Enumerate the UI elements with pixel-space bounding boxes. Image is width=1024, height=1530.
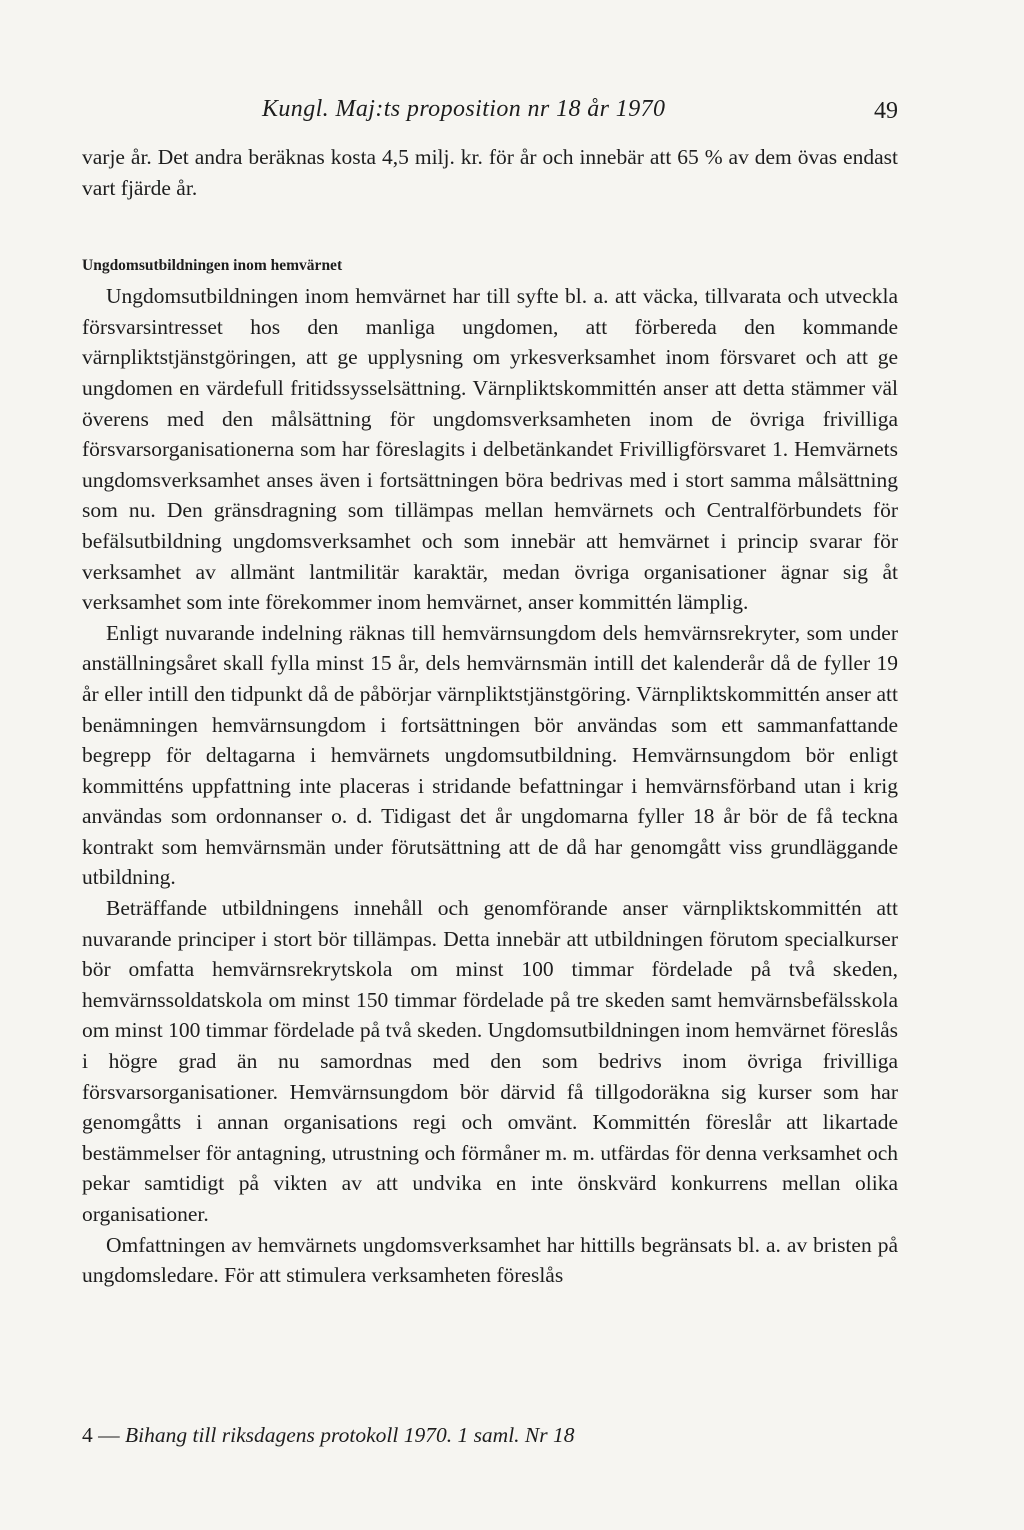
footer-title: Bihang till riksdagens protokoll 1970. 1 saml. Nr 18: [125, 1423, 575, 1447]
paragraph-3: Beträffande utbildningens innehåll och genomförande anser värnpliktskommittén att nuvarande principer i stort bör tillämpas. Detta innebär att utbildningen förutom specialkurser bör omfatta hemvärnsrekrytskola om minst 100 timmar fördelade på två skeden, hemvärnssoldatskola om minst 150 timmar fördelade på tre skeden samt hemvärnsbefälsskola om minst 100 timmar fördelade på två skeden. Ungdomsutbildningen inom hemvärnet föreslås i högre grad än nu samordnas med den som bedrivs inom övriga frivilliga försvarsorganisationer. Hemvärnsungdom bör därvid få tillgodoräkna sig kurser som har genomgåtts i annan organisations regi och omvänt. Kommittén föreslår att likartade bestämmelser för antagning, utrustning och förmåner m. m. utfärdas för denna verksamhet och pekar samtidigt på vikten av att undvika en inte önskvärd konkurrens mellan olika organisationer.: [82, 896, 898, 1226]
paragraph-4: Omfattningen av hemvärnets ungdomsverksamhet har hittills begränsats bl. a. av bristen på ungdomsledare. För att stimulera verksamheten föreslås: [82, 1232, 898, 1288]
running-title: Kungl. Maj:ts proposition nr 18 år 1970: [262, 96, 666, 122]
section-heading: Ungdomsutbildningen inom hemvärnet: [82, 257, 343, 275]
page-footer: [82, 1420, 575, 1450]
paragraph-2: Enligt nuvarande indelning räknas till hemvärnsungdom dels hemvärnsrekryter, som under anställningsåret skall fylla minst 15 år, dels hemvärnsmän intill det kalenderår då de fyller 19 år eller intill den tidpunkt då de påbörjar värnpliktstjänstgöring. Värnpliktskommittén anser att benämningen hemvärnsungdom i fortsättningen bör användas som ett sammanfattande begrepp för deltagarna i hemvärnets ungdomsutbildning. Hemvärnsungdom bör enligt kommitténs uppfattning inte placeras i stridande befattningar i hemvärnsförband utan i krig användas som ordonnanser o. d. Tidigast det år ungdomarna fyller 18 år bör de få teckna kontrakt som hemvärnsmän under förutsättning att de då har genomgått viss grundläggande utbildning.: [82, 620, 898, 890]
paragraph-continued: varje år. Det andra beräknas kosta 4,5 milj. kr. för år och innebär att 65 % av dem övas endast vart fjärde år.: [82, 145, 898, 200]
body-text: [82, 142, 898, 1291]
signature-number: 4: [82, 1423, 93, 1447]
page-number: 49: [874, 98, 898, 124]
paragraph-1: Ungdomsutbildningen inom hemvärnet har till syfte bl. a. att väcka, tillvarata och utveckla försvarsintresset hos den manliga ungdomen, att förbereda den kommande värnpliktstjänstgöringen, att ge upplysning om yrkesverksamhet inom försvaret och att ge ungdomen en värdefull fritidssysselsättning. Värnpliktskommittén anser att detta stämmer väl överens med den målsättning för ungdomsverksamheten inom de övriga frivilliga försvarsorganisationerna som har föreslagits i delbetänkandet Frivilligförsvaret 1. Hemvärnets ungdomsverksamhet anses även i fortsättningen böra bedrivas med i stort samma målsättning som nu. Den gränsdragning som tillämpas mellan hemvärnets och Centralförbundets för befälsutbildning ungdomsverksamhet och som innebär att hemvärnet i princip svarar för verksamhet av allmänt lantmilitär karaktär, medan övriga organisationer ägnar sig åt verksamhet som inte förekommer inom hemvärnet, anser kommittén lämplig.: [82, 284, 898, 615]
page-header: [0, 96, 1024, 132]
footer-dash: —: [98, 1423, 120, 1447]
